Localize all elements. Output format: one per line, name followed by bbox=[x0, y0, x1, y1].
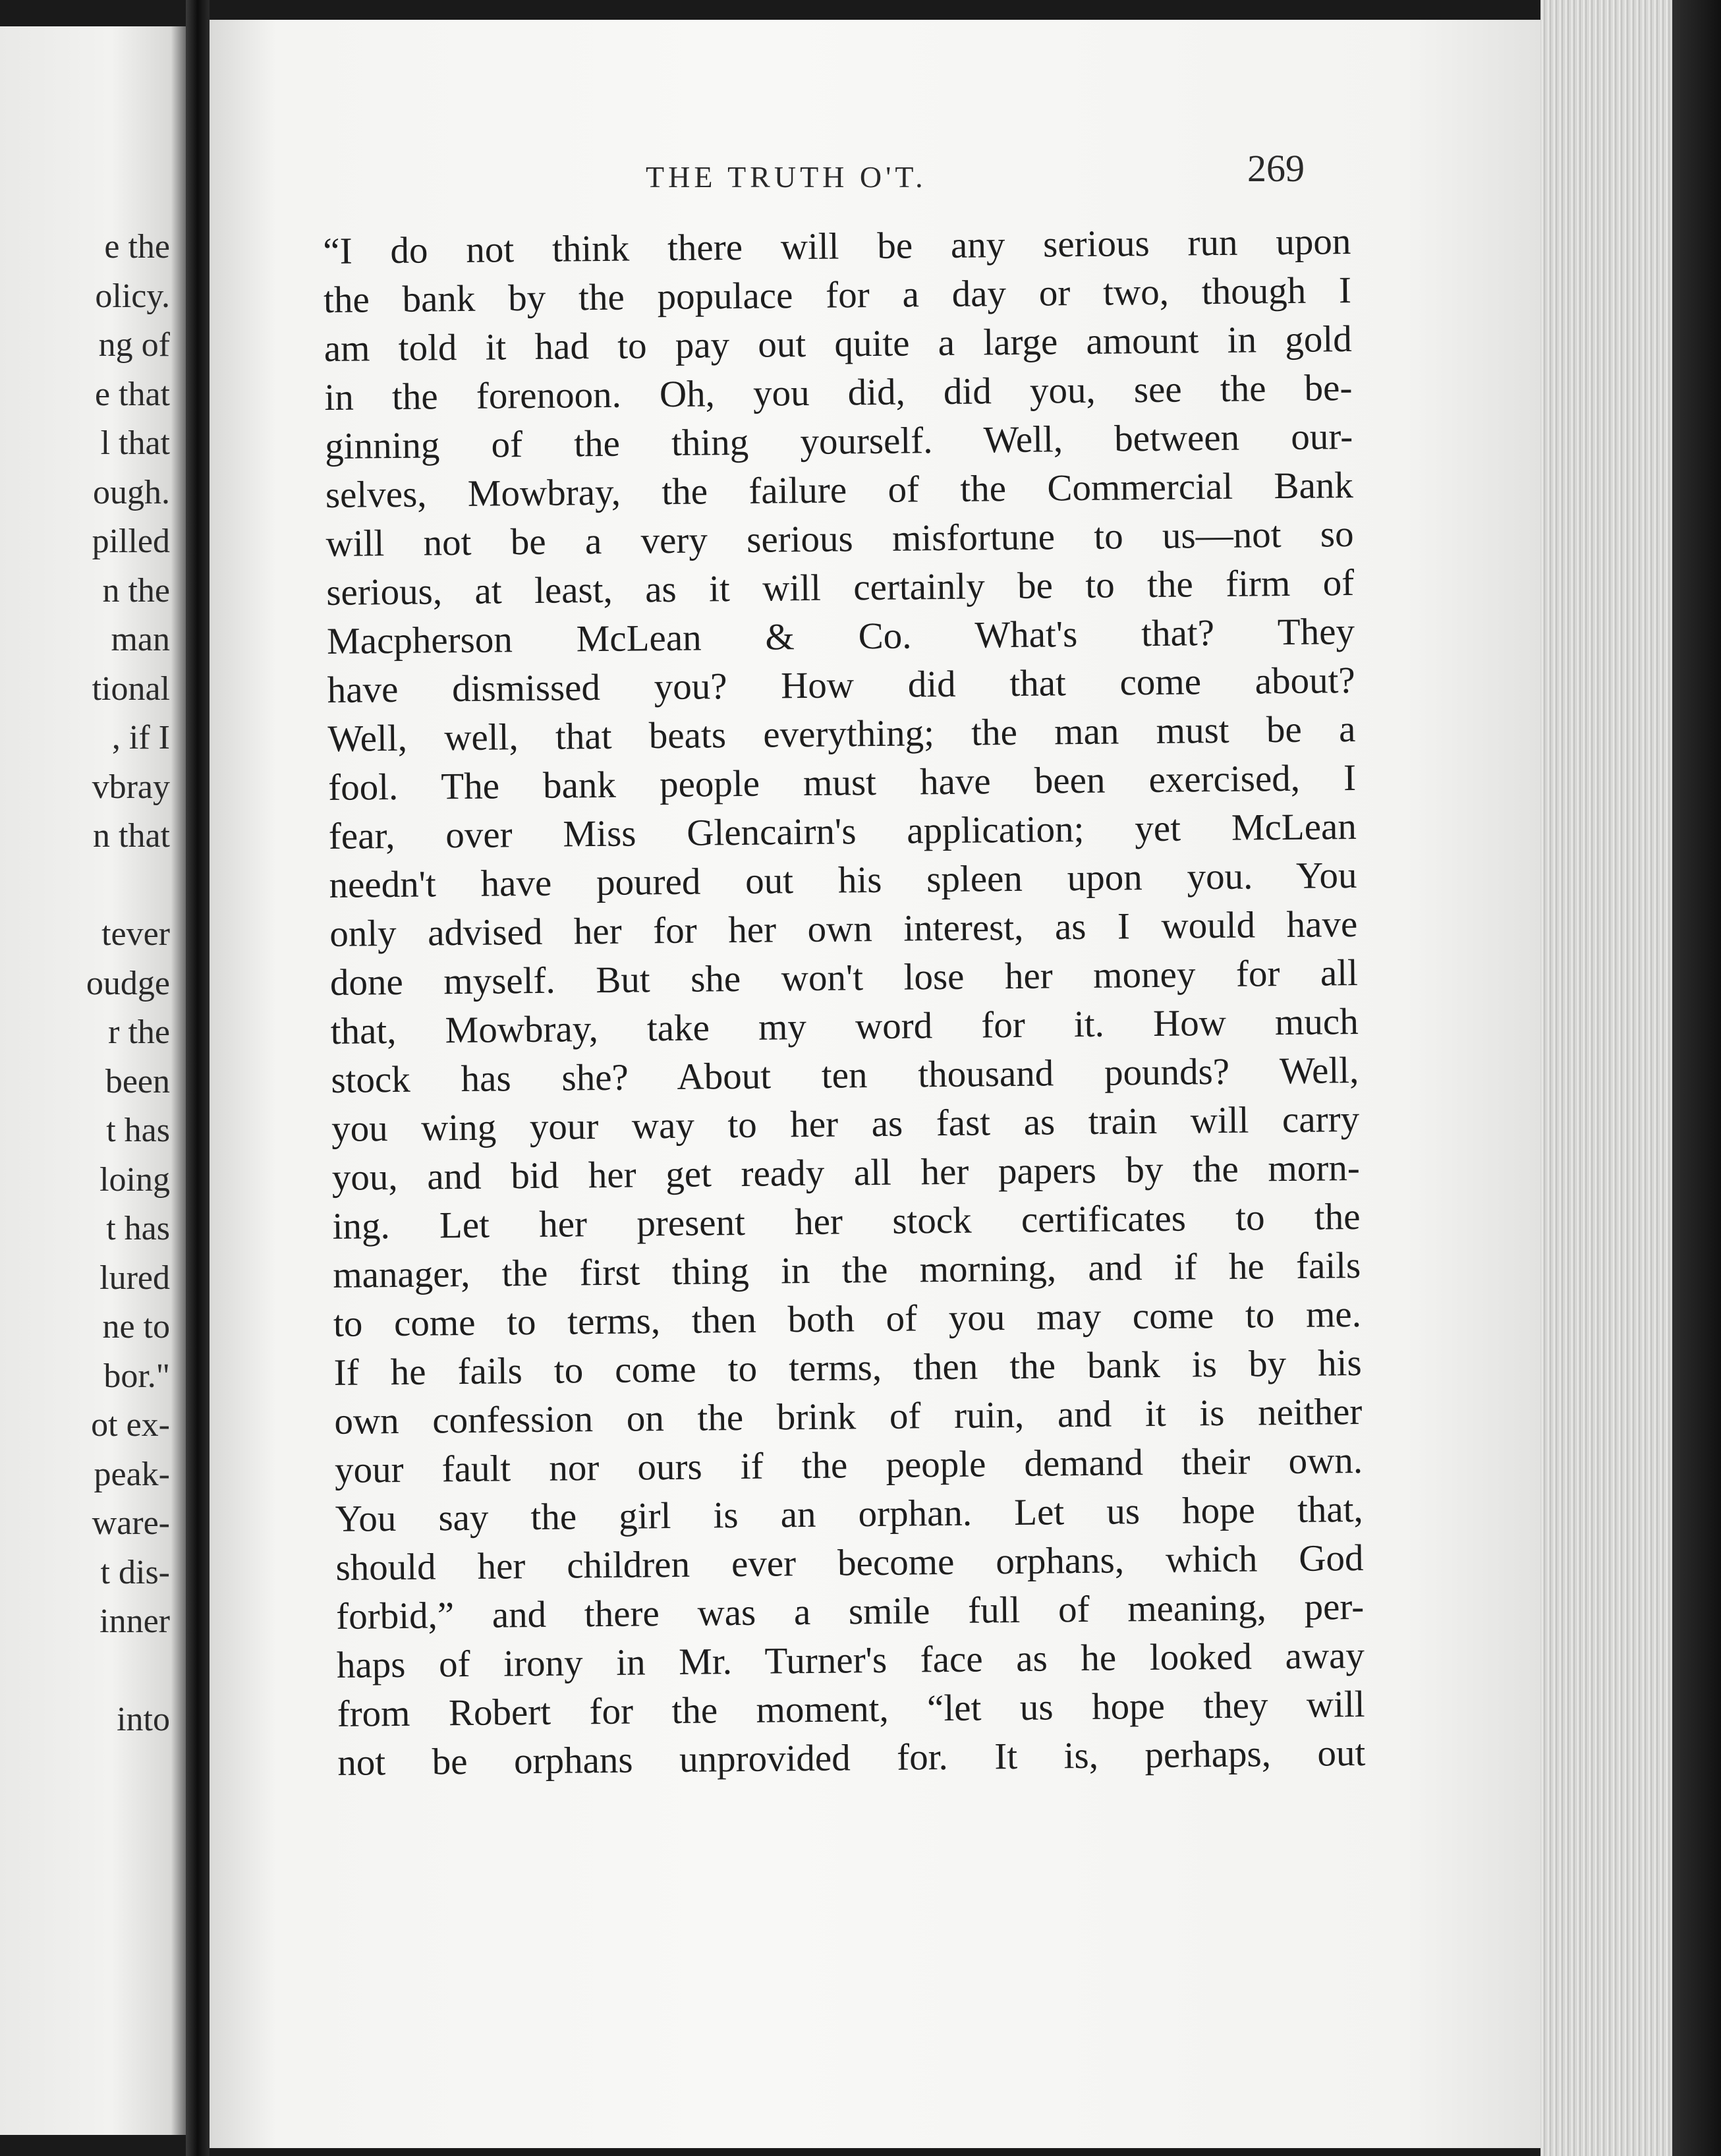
previous-page-line-fragment: lured bbox=[99, 1259, 170, 1297]
text-line: will not be a very serious misfortune to us—not so bbox=[325, 513, 1354, 565]
previous-page-line-fragment: oudge bbox=[86, 964, 170, 1002]
text-line: the bank by the populace for a day or two, though I bbox=[323, 270, 1352, 321]
previous-page-line-fragment: into bbox=[117, 1701, 170, 1738]
text-line: ginning of the thing yourself. Well, between our- bbox=[324, 416, 1353, 467]
previous-page-line-fragment: r the bbox=[108, 1013, 170, 1051]
text-line: only advised her for her own interest, as I would have bbox=[329, 903, 1358, 955]
text-line: in the forenoon. Oh, you did, did you, see the be- bbox=[324, 367, 1353, 418]
page-block-edges bbox=[1540, 0, 1672, 2156]
previous-page-line-fragment: inner bbox=[99, 1603, 170, 1640]
previous-page-line-fragment: t has bbox=[106, 1112, 170, 1149]
running-head bbox=[435, 140, 1305, 192]
running-title: THE TRUTH O'T. bbox=[646, 160, 927, 194]
text-line: stock has she? About ten thousand pounds? Well, bbox=[331, 1049, 1359, 1101]
text-line: you, and bid her get ready all her papers by the morn- bbox=[331, 1147, 1361, 1199]
previous-page-line-fragment: ne to bbox=[102, 1308, 170, 1346]
previous-page-line-fragment: been bbox=[105, 1062, 170, 1100]
book-cover-edge bbox=[1672, 0, 1721, 2156]
text-line: am told it had to pay out quite a large amount in gold bbox=[324, 318, 1353, 370]
text-line: not be orphans unprovided for. It is, perhaps, out bbox=[337, 1732, 1366, 1784]
previous-page-line-fragment: ough. bbox=[93, 473, 170, 511]
previous-page-line-fragment: ware- bbox=[92, 1504, 170, 1542]
text-line: fool. The bank people must have been exercised, I bbox=[327, 756, 1357, 808]
text-line: If he fails to come to terms, then the bank is by his bbox=[333, 1342, 1362, 1394]
text-line: to come to terms, then both of you may come to me. bbox=[333, 1293, 1362, 1345]
previous-page-line-fragment: n that bbox=[93, 817, 170, 855]
text-line: done myself. But she won't lose her money for all bbox=[329, 951, 1359, 1004]
previous-page-line-fragment: peak- bbox=[94, 1455, 170, 1493]
text-line: forbid,” and there was a smile full of meaning, per- bbox=[335, 1585, 1365, 1637]
previous-page-line-fragment: bor." bbox=[103, 1357, 170, 1395]
previous-page-line-fragment: tional bbox=[92, 669, 170, 708]
previous-page-line-fragment: vbray bbox=[92, 768, 170, 806]
previous-page-line-fragment: pilled bbox=[92, 523, 170, 560]
book-gutter bbox=[186, 0, 210, 2156]
page-number: 269 bbox=[1247, 147, 1305, 190]
text-line: ing. Let her present her stock certificates to the bbox=[332, 1195, 1361, 1247]
text-line: You say the girl is an orphan. Let us hope that, bbox=[335, 1488, 1364, 1540]
text-line: Macpherson McLean & Co. What's that? They bbox=[326, 610, 1355, 662]
previous-page-line-fragment: t has bbox=[106, 1210, 170, 1247]
text-line: manager, the first thing in the morning, and if he fails bbox=[332, 1244, 1361, 1296]
previous-page-line-fragment: t dis- bbox=[100, 1553, 170, 1591]
previous-page-line-fragment: tever bbox=[101, 915, 170, 953]
previous-page-edge bbox=[0, 26, 186, 2135]
previous-page-line-fragment: e that bbox=[94, 375, 170, 413]
previous-page-line-fragment: ng of bbox=[98, 326, 170, 364]
text-line: Well, well, that beats everything; the man must be a bbox=[327, 708, 1356, 760]
body-text bbox=[323, 217, 1366, 1788]
previous-page-line-fragment: e the bbox=[104, 228, 170, 266]
text-line: should her children ever become orphans, which God bbox=[335, 1537, 1364, 1589]
text-line: needn't have poured out his spleen upon you. You bbox=[329, 854, 1357, 906]
text-line: “I do not think there will be any serious run upon bbox=[323, 221, 1351, 272]
text-line: your fault nor ours if the people demand their own. bbox=[334, 1439, 1363, 1491]
text-line: fear, over Miss Glencairn's application; yet McLean bbox=[328, 805, 1357, 857]
previous-page-line-fragment: man bbox=[111, 621, 170, 658]
text-line: from Robert for the moment, “let us hope they will bbox=[337, 1683, 1365, 1735]
text-line: serious, at least, as it will certainly be to the firm of bbox=[326, 562, 1355, 613]
previous-page-line-fragment: n the bbox=[102, 571, 170, 610]
text-line: have dismissed you? How did that come about? bbox=[327, 659, 1355, 711]
text-line: that, Mowbray, take my word for it. How much bbox=[330, 1000, 1359, 1052]
text-line: selves, Mowbray, the failure of the Commercial Bank bbox=[325, 465, 1354, 516]
previous-page-line-fragment: , if I bbox=[111, 719, 170, 756]
previous-page-line-fragment: loing bbox=[99, 1160, 170, 1199]
text-line: own confession on the brink of ruin, and it is neither bbox=[334, 1390, 1363, 1442]
text-line: haps of irony in Mr. Turner's face as he looked away bbox=[336, 1634, 1365, 1686]
previous-page-line-fragment: olicy. bbox=[95, 277, 170, 315]
previous-page-line-fragment: l that bbox=[100, 424, 170, 462]
text-line: you wing your way to her as fast as train will carry bbox=[331, 1098, 1360, 1150]
previous-page-line-fragment: ot ex- bbox=[91, 1406, 170, 1444]
